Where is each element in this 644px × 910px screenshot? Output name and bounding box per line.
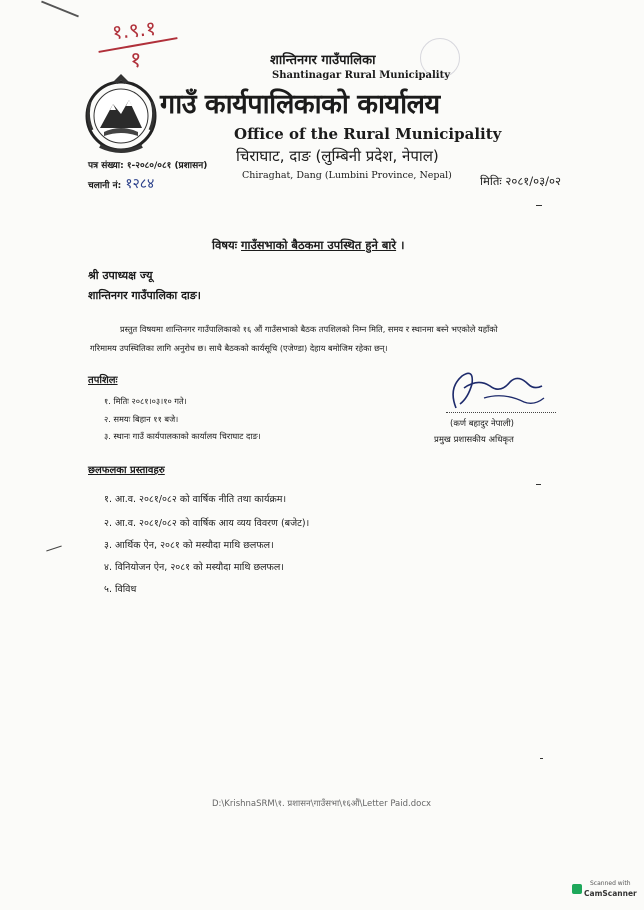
scanner-brand: CamScanner (584, 889, 637, 898)
handwritten-signature (444, 368, 554, 414)
footer-file-path: D:\KrishnaSRM\१. प्रशासन\गाउँसभा\१६औं\Letter Paid.docx (212, 799, 432, 809)
agenda-item-5: ५. विविध (104, 584, 137, 595)
letter-date: मितिः २०८१/०३/०२ (480, 174, 561, 188)
nepal-emblem-icon (80, 72, 162, 154)
agenda-item-3: ३. आर्थिक ऐन, २०८१ को मस्यौदा माथि छलफल। (104, 540, 274, 551)
subject-text: गाउँसभाको बैठकमा उपस्थित हुने बारे (241, 238, 397, 252)
dispatch-number-label: चलानी नं: (88, 181, 122, 191)
details-heading: तपशिलः (88, 375, 118, 386)
scanner-caption: Scanned with (590, 880, 631, 887)
office-address-en: Chiraghat, Dang (Lumbini Province, Nepal) (242, 170, 452, 181)
office-title-en: Office of the Rural Municipality (234, 125, 502, 143)
letter-reference-number: पत्र संख्या: १-२०८०/०८१ (प्रशासन) (88, 161, 208, 171)
handwritten-note-bottom: १ (130, 48, 142, 73)
subject-end: । (400, 238, 405, 252)
scan-scuff-mark (41, 1, 79, 18)
agenda-heading: छलफलका प्रस्तावहरु (88, 465, 165, 476)
details-item-date: १. मितिः २०८१।०३।१० गते। (104, 396, 187, 406)
details-item-venue: ३. स्थानः गाउँ कार्यपालकाको कार्यालय चिराघाट दाङ। (104, 431, 261, 441)
agenda-item-2: २. आ.व. २०८१/०८२ को वार्षिक आय व्यय विवरण (बजेट)। (104, 518, 310, 529)
recipient-line-1: श्री उपाध्यक्ष ज्यू (88, 269, 153, 282)
municipality-name-en: Shantinagar Rural Municipality (272, 70, 451, 81)
signatory-name: (कर्ण बहादुर नेपाली) (450, 419, 514, 429)
signature-line (446, 412, 556, 413)
subject-label: विषयः (212, 238, 238, 252)
office-address-np: चिराघाट, दाङ (लुम्बिनी प्रदेश, नेपाल) (236, 147, 439, 165)
agenda-item-4: ४. विनियोजन ऐन, २०८१ को मस्यौदा माथि छलफल। (104, 562, 284, 573)
body-paragraph-line-2: गरिमामय उपस्थितिका लागि अनुरोध छ। साथै बैठकको कार्यसूचि (एजेण्डा) देहाय बमोजिम रहेका छन्। (90, 343, 388, 353)
scan-dot-mark (540, 758, 543, 759)
signatory-title: प्रमुख प्रशासकीय अधिकृत (434, 435, 514, 445)
agenda-item-1: १. आ.व. २०८१/०८२ को वार्षिक नीति तथा कार्यक्रम। (104, 494, 287, 505)
municipality-name-np: शान्तिनगर गाउँपालिका (270, 53, 376, 68)
scan-margin-mark (46, 546, 62, 552)
office-title-np: गाउँ कार्यपालिकाको कार्यालय (160, 89, 440, 120)
dispatch-number (88, 174, 154, 193)
scan-dash-mark (536, 205, 542, 206)
body-paragraph-line-1: प्रस्तुत विषयमा शान्तिनगर गाउँपालिकाको १६ औं गाउँसभाको बैठक तपशिलको निम्न मिति, समय र स्थानमा बस्ने भएकोले यहाँको (120, 324, 498, 334)
scan-dash-mark (536, 484, 541, 485)
handwritten-note-top: १.९.१ (110, 15, 158, 45)
dispatch-number-value: १२८४ (125, 176, 155, 192)
camscanner-logo-icon (572, 884, 582, 894)
letter-subject (212, 238, 404, 253)
recipient-line-2: शान्तिनगर गाउँपालिका दाङ। (88, 289, 201, 302)
details-item-time: २. समयः बिहान ११ बजे। (104, 414, 179, 424)
